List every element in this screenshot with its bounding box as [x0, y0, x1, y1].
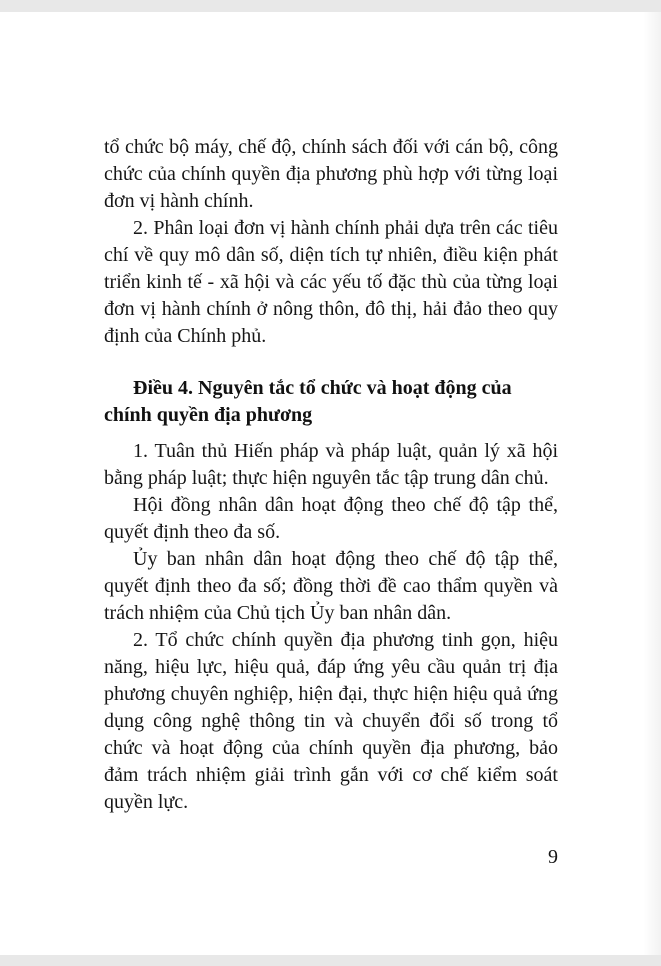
page-content: [104, 134, 558, 816]
page-bottom-edge: [0, 955, 661, 966]
paragraph-peoples-committee: Ủy ban nhân dân hoạt động theo chế độ tập thể, quyết định theo đa số; đồng thời đề cao thẩm quyền và trách nhiệm của Chủ tịch Ủy ban nhân dân.: [104, 548, 558, 624]
page-number: 9: [548, 846, 558, 868]
paragraph-continuation: tổ chức bộ máy, chế độ, chính sách đối với cán bộ, công chức của chính quyền địa phương phù hợp với từng loại đơn vị hành chính.: [104, 136, 558, 212]
paragraph-classification: 2. Phân loại đơn vị hành chính phải dựa trên các tiêu chí về quy mô dân số, diện tích tự nhiên, điều kiện phát triển kinh tế - xã hội và các yếu tố đặc thù của từng loại đơn vị hành chính ở nông thôn, đô thị, hải đảo theo quy định của Chính phủ.: [104, 217, 558, 347]
article-heading: Điều 4. Nguyên tắc tổ chức và hoạt động của chính quyền địa phương: [104, 377, 512, 426]
page-top-edge: [0, 0, 661, 12]
paragraph-principle-2: 2. Tổ chức chính quyền địa phương tinh gọn, hiệu năng, hiệu lực, hiệu quả, đáp ứng yêu cầu quản trị địa phương chuyên nghiệp, hiện đại, thực hiện hiệu quả ứng dụng công nghệ thông tin và chuyển đổi số trong tổ chức và hoạt động của chính quyền địa phương, bảo đảm trách nhiệm giải trình gắn với cơ chế kiểm soát quyền lực.: [104, 629, 558, 813]
paragraph-principle-1: 1. Tuân thủ Hiến pháp và pháp luật, quản lý xã hội bằng pháp luật; thực hiện nguyên tắc tập trung dân chủ.: [104, 440, 558, 489]
page-right-shadow: [643, 12, 661, 955]
paragraph-peoples-council: Hội đồng nhân dân hoạt động theo chế độ tập thể, quyết định theo đa số.: [104, 494, 558, 543]
